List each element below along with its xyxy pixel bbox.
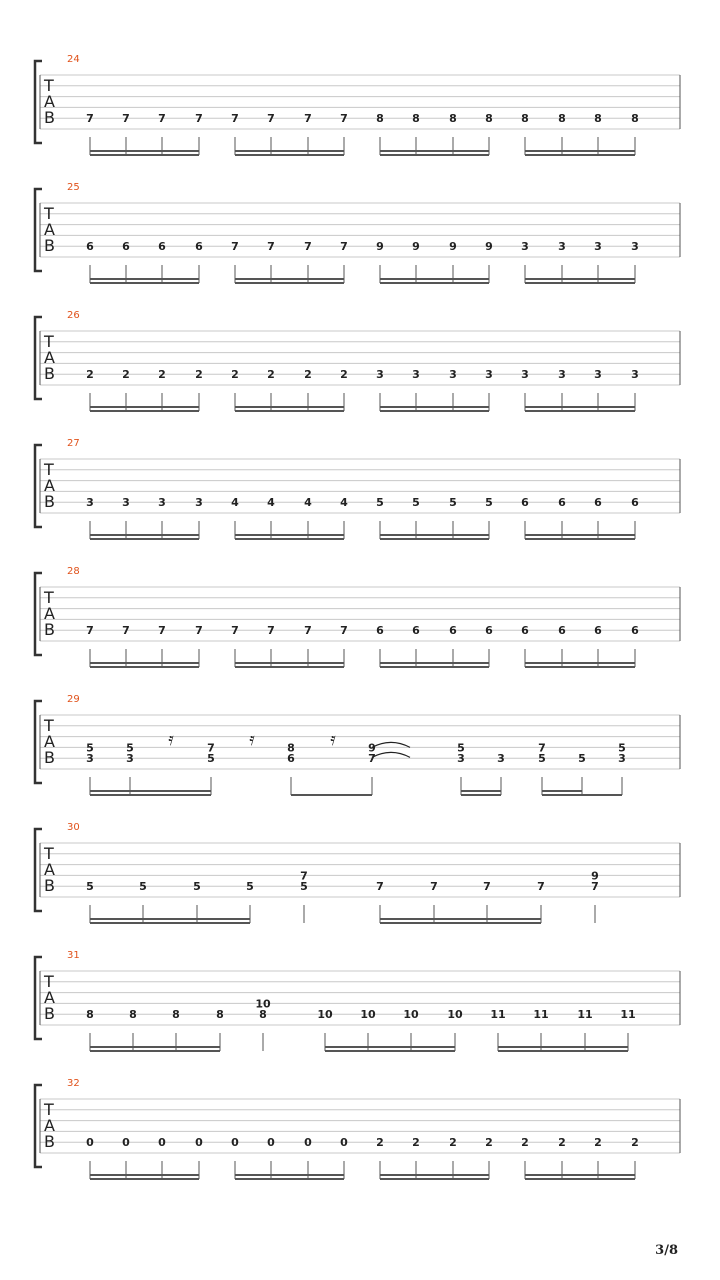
fret-number: 6 [631,496,639,510]
fret-number: 3 [449,368,457,382]
system-bracket [35,317,42,399]
tab-clef-letter: T [44,588,54,607]
measure-number: 31 [67,950,80,961]
fret-number: 7 [340,112,348,126]
tab-clef-letter: A [44,1116,55,1135]
fret-number: 7 [267,112,275,126]
fret-number: 2 [122,368,130,382]
fret-number: 7 [368,752,376,766]
fret-number: 7 [195,624,203,638]
measure-number: 26 [67,310,80,321]
fret-number: 8 [558,112,566,126]
fret-number: 3 [594,368,602,382]
fret-number: 6 [449,624,457,638]
fret-number: 6 [86,240,94,254]
fret-number: 8 [216,1008,224,1022]
fret-number: 5 [139,880,147,894]
system-bracket [35,1085,42,1167]
fret-number: 6 [412,624,420,638]
fret-number: 7 [122,112,130,126]
fret-number: 6 [287,752,295,766]
fret-number: 3 [558,240,566,254]
fret-number: 10 [403,1008,419,1022]
tab-clef-letter: A [44,220,55,239]
tie-arc [372,742,410,747]
fret-number: 2 [449,1136,457,1150]
fret-number: 9 [485,240,493,254]
fret-number: 5 [86,741,94,755]
fret-number: 3 [631,240,639,254]
sixteenth-rest: 𝄿 [168,729,174,750]
tab-clef-letter: A [44,860,55,879]
fret-number: 6 [195,240,203,254]
fret-number: 3 [126,752,134,766]
tab-clef-letter: B [44,364,55,383]
fret-number: 8 [86,1008,94,1022]
fret-number: 7 [376,880,384,894]
tab-clef-letter: T [44,76,54,95]
fret-number: 7 [267,240,275,254]
fret-number: 6 [558,624,566,638]
fret-number: 2 [412,1136,420,1150]
fret-number: 5 [376,496,384,510]
fret-number: 5 [246,880,254,894]
fret-number: 11 [490,1008,506,1022]
fret-number: 2 [231,368,239,382]
fret-number: 0 [158,1136,166,1150]
measure-number: 25 [67,182,80,193]
fret-number: 0 [340,1136,348,1150]
fret-number: 3 [86,752,94,766]
fret-number: 8 [129,1008,137,1022]
tab-clef-letter: T [44,1100,54,1119]
sixteenth-rest: 𝄿 [249,729,255,750]
fret-number: 7 [267,624,275,638]
fret-number: 2 [158,368,166,382]
fret-number: 6 [122,240,130,254]
fret-number: 3 [558,368,566,382]
fret-number: 9 [449,240,457,254]
fret-number: 9 [376,240,384,254]
fret-number: 6 [485,624,493,638]
tab-clef-letter: B [44,1004,55,1023]
tab-system [35,310,680,411]
fret-number: 2 [594,1136,602,1150]
fret-number: 2 [558,1136,566,1150]
fret-number: 11 [533,1008,549,1022]
tab-system [35,566,680,667]
fret-number: 7 [300,869,308,883]
fret-number: 11 [620,1008,636,1022]
fret-number: 5 [578,752,586,766]
tab-clef-letter: B [44,236,55,255]
tab-clef-letter: T [44,332,54,351]
fret-number: 9 [412,240,420,254]
fret-number: 5 [485,496,493,510]
tab-system [35,822,680,923]
fret-number: 3 [497,752,505,766]
tab-clef-letter: T [44,460,54,479]
fret-number: 5 [538,752,546,766]
fret-number: 3 [521,240,529,254]
fret-number: 2 [304,368,312,382]
fret-number: 3 [86,496,94,510]
fret-number: 7 [304,240,312,254]
tab-system [35,950,680,1051]
tab-clef-letter: A [44,92,55,111]
tie-arc [372,752,410,757]
fret-number: 2 [86,368,94,382]
fret-number: 7 [591,880,599,894]
fret-number: 7 [231,624,239,638]
fret-number: 3 [376,368,384,382]
fret-number: 10 [317,1008,333,1022]
fret-number: 2 [340,368,348,382]
fret-number: 8 [376,112,384,126]
fret-number: 3 [618,752,626,766]
fret-number: 6 [376,624,384,638]
fret-number: 6 [558,496,566,510]
fret-number: 3 [457,752,465,766]
measure-number: 32 [67,1078,80,1089]
fret-number: 2 [267,368,275,382]
tab-system [35,182,680,283]
fret-number: 7 [122,624,130,638]
system-bracket [35,61,42,143]
fret-number: 3 [158,496,166,510]
measure-number: 30 [67,822,80,833]
fret-number: 5 [193,880,201,894]
tab-clef-letter: A [44,988,55,1007]
tab-clef-letter: T [44,716,54,735]
fret-number: 3 [594,240,602,254]
tab-system [35,1078,680,1179]
fret-number: 2 [631,1136,639,1150]
fret-number: 7 [538,741,546,755]
sixteenth-rest: 𝄿 [330,729,336,750]
fret-number: 6 [521,496,529,510]
fret-number: 0 [195,1136,203,1150]
fret-number: 6 [594,624,602,638]
fret-number: 0 [86,1136,94,1150]
fret-number: 8 [287,741,295,755]
system-bracket [35,701,42,783]
tab-clef-letter: B [44,748,55,767]
fret-number: 8 [485,112,493,126]
fret-number: 2 [521,1136,529,1150]
tab-system [35,694,680,795]
fret-number: 10 [255,997,271,1011]
fret-number: 8 [521,112,529,126]
fret-number: 5 [457,741,465,755]
fret-number: 7 [340,624,348,638]
fret-number: 6 [594,496,602,510]
fret-number: 7 [483,880,491,894]
tab-clef-letter: B [44,876,55,895]
tab-clef-letter: A [44,348,55,367]
fret-number: 7 [340,240,348,254]
measure-number: 27 [67,438,80,449]
tab-clef-letter: A [44,604,55,623]
fret-number: 6 [158,240,166,254]
fret-number: 10 [360,1008,376,1022]
fret-number: 9 [368,741,376,755]
fret-number: 7 [207,741,215,755]
fret-number: 7 [231,112,239,126]
fret-number: 2 [376,1136,384,1150]
fret-number: 4 [267,496,275,510]
system-bracket [35,573,42,655]
fret-number: 7 [231,240,239,254]
fret-number: 2 [485,1136,493,1150]
fret-number: 8 [631,112,639,126]
fret-number: 3 [631,368,639,382]
fret-number: 8 [172,1008,180,1022]
tab-clef-letter: T [44,972,54,991]
fret-number: 11 [577,1008,593,1022]
fret-number: 5 [300,880,308,894]
fret-number: 7 [304,112,312,126]
tab-clef-letter: T [44,844,54,863]
fret-number: 3 [521,368,529,382]
fret-number: 5 [449,496,457,510]
tab-clef-letter: B [44,1132,55,1151]
fret-number: 8 [594,112,602,126]
tab-clef-letter: B [44,492,55,511]
system-bracket [35,829,42,911]
fret-number: 7 [537,880,545,894]
fret-number: 2 [195,368,203,382]
fret-number: 7 [158,112,166,126]
fret-number: 7 [86,112,94,126]
fret-number: 5 [207,752,215,766]
fret-number: 0 [304,1136,312,1150]
fret-number: 5 [412,496,420,510]
fret-number: 3 [122,496,130,510]
fret-number: 3 [195,496,203,510]
fret-number: 8 [412,112,420,126]
fret-number: 10 [447,1008,463,1022]
fret-number: 0 [122,1136,130,1150]
fret-number: 3 [485,368,493,382]
fret-number: 6 [521,624,529,638]
system-bracket [35,957,42,1039]
measure-number: 28 [67,566,80,577]
measure-number: 29 [67,694,80,705]
measure-number: 24 [67,54,80,65]
fret-number: 0 [267,1136,275,1150]
tab-system [35,54,680,155]
system-bracket [35,189,42,271]
fret-number: 4 [304,496,312,510]
fret-number: 7 [430,880,438,894]
system-bracket [35,445,42,527]
fret-number: 4 [231,496,239,510]
tab-clef-letter: A [44,732,55,751]
fret-number: 5 [618,741,626,755]
tab-clef-letter: B [44,108,55,127]
fret-number: 4 [340,496,348,510]
fret-number: 6 [631,624,639,638]
tab-clef-letter: A [44,476,55,495]
fret-number: 7 [158,624,166,638]
fret-number: 0 [231,1136,239,1150]
fret-number: 7 [195,112,203,126]
fret-number: 7 [304,624,312,638]
tab-clef-letter: T [44,204,54,223]
fret-number: 5 [86,880,94,894]
fret-number: 8 [449,112,457,126]
fret-number: 3 [412,368,420,382]
fret-number: 9 [591,869,599,883]
tab-clef-letter: B [44,620,55,639]
page-number: 3/8 [655,1243,678,1258]
tab-system [35,438,680,539]
fret-number: 7 [86,624,94,638]
fret-number: 5 [126,741,134,755]
fret-number: 8 [259,1008,267,1022]
